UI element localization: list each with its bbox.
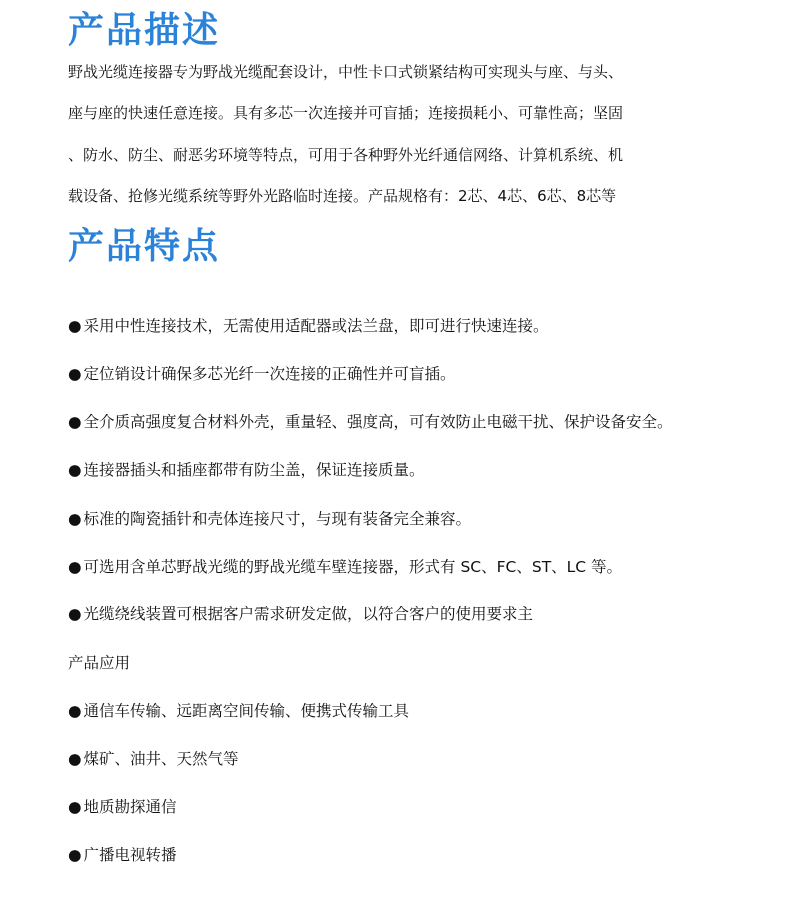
description-line: 、防水、防尘、耐恶劣环境等特点，可用于各种野外光纤通信网络、计算机系统、机 bbox=[68, 146, 624, 164]
bullet-icon: ● bbox=[68, 461, 82, 479]
description-line: 野战光缆连接器专为野战光缆配套设计，中性卡口式锁紧结构可实现头与座、与头、 bbox=[68, 63, 624, 81]
application-item bbox=[68, 844, 177, 866]
bullet-icon: ● bbox=[68, 750, 82, 768]
bullet-icon: ● bbox=[68, 317, 82, 335]
feature-item bbox=[68, 315, 549, 337]
feature-text: 全介质高强度复合材料外壳，重量轻、强度高，可有效防止电磁干扰、保护设备安全。 bbox=[83, 413, 673, 431]
feature-item bbox=[68, 556, 622, 578]
feature-text: 采用中性连接技术，无需使用适配器或法兰盘，即可进行快速连接。 bbox=[83, 317, 549, 335]
bullet-icon: ● bbox=[68, 365, 82, 383]
feature-item bbox=[68, 411, 673, 433]
bullet-icon: ● bbox=[68, 558, 82, 576]
bullet-icon: ● bbox=[68, 510, 82, 528]
application-text: 煤矿、油井、天然气等 bbox=[83, 750, 239, 768]
feature-text: 连接器插头和插座都带有防尘盖，保证连接质量。 bbox=[83, 461, 425, 479]
application-item bbox=[68, 796, 177, 818]
feature-text: 定位销设计确保多芯光纤一次连接的正确性并可盲插。 bbox=[83, 365, 456, 383]
application-item bbox=[68, 748, 239, 770]
feature-item bbox=[68, 363, 456, 385]
bullet-icon: ● bbox=[68, 798, 82, 816]
feature-text: 可选用含单芯野战光缆的野战光缆车壁连接器，形式有 SC、FC、ST、LC 等。 bbox=[83, 558, 623, 576]
feature-item bbox=[68, 459, 425, 481]
bullet-icon: ● bbox=[68, 846, 82, 864]
bullet-icon: ● bbox=[68, 413, 82, 431]
application-text: 地质勘探通信 bbox=[83, 798, 177, 816]
description-line: 座与座的快速任意连接。具有多芯一次连接并可盲插；连接损耗小、可靠性高；坚固 bbox=[68, 104, 624, 122]
description-heading: 产品描述 bbox=[68, 10, 221, 51]
description-line: 载设备、抢修光缆系统等野外光路临时连接。产品规格有：2芯、4芯、6芯、8芯等 bbox=[68, 187, 617, 205]
feature-text: 标准的陶瓷插针和壳体连接尺寸，与现有装备完全兼容。 bbox=[83, 510, 472, 528]
bullet-icon: ● bbox=[68, 702, 82, 720]
feature-item bbox=[68, 603, 533, 625]
application-text: 通信车传输、远距离空间传输、便携式传输工具 bbox=[83, 702, 410, 720]
features-heading: 产品特点 bbox=[68, 226, 221, 267]
bullet-icon: ● bbox=[68, 605, 82, 623]
feature-text: 光缆绕线装置可根据客户需求研发定做，以符合客户的使用要求主 bbox=[83, 605, 534, 623]
application-text: 广播电视转播 bbox=[83, 846, 177, 864]
applications-heading: 产品应用 bbox=[68, 654, 131, 672]
feature-item bbox=[68, 508, 471, 530]
application-item bbox=[68, 700, 409, 722]
